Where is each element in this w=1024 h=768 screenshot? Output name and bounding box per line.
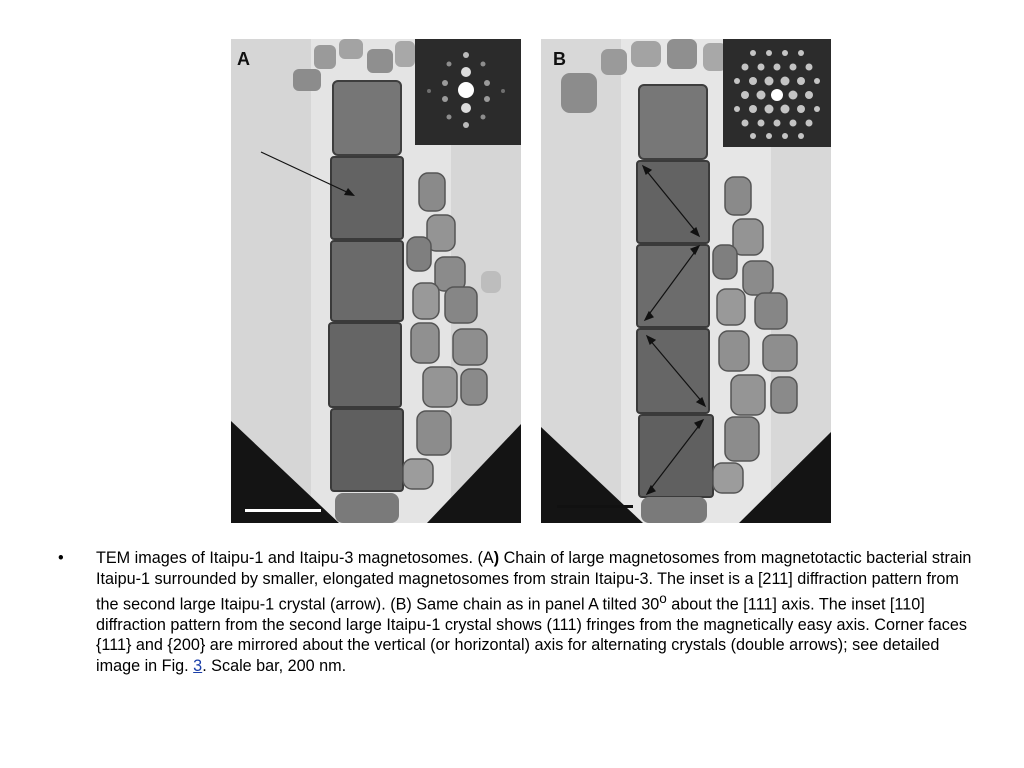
caption-part-2: Chain of large magnetosomes from magnetotactic bacterial strain Itaipu-1 surrounded by smaller, elongated magnetosomes from strain Itaipu-3. The inset is a [211] diffraction pattern from the second large Itaipu-1 crystal (arrow). (B) Same chain as in panel A tilted 30 <box>96 549 972 614</box>
caption-part-4: . Scale bar, 200 nm. <box>202 656 347 675</box>
figure-3-link[interactable]: 3 <box>193 656 203 675</box>
diffraction-inset-a <box>415 39 521 145</box>
panel-label-b: B <box>553 49 566 69</box>
bullet-point: • <box>58 549 64 567</box>
diffraction-pattern-b <box>723 39 831 147</box>
figure-caption <box>58 548 978 676</box>
panel-label-a: A <box>237 49 250 69</box>
caption-superscript: o <box>659 591 667 606</box>
caption-part-1-bold: ) <box>493 549 500 567</box>
scale-bar-b <box>557 505 633 508</box>
caption-part-1: TEM images of Itaipu-1 and Itaipu-3 magnetosomes. (A <box>96 549 494 567</box>
scale-bar-a <box>245 509 321 512</box>
diffraction-inset-b <box>723 39 831 147</box>
tem-image-panel-b <box>541 39 831 523</box>
tem-image-panel-a <box>231 39 521 523</box>
caption-part-3: about the [111] axis. The inset [110] diffraction pattern from the second large Itaipu-1 crystal shows (111) fringes from the magnetically easy axis. Corner faces {111} and {200} are mirrored about the vertical (or horizontal) axis for alternating crystals (double arrows); see detailed image in Fig. <box>96 595 967 675</box>
diffraction-pattern-a <box>415 39 521 145</box>
caption-text <box>96 548 978 676</box>
